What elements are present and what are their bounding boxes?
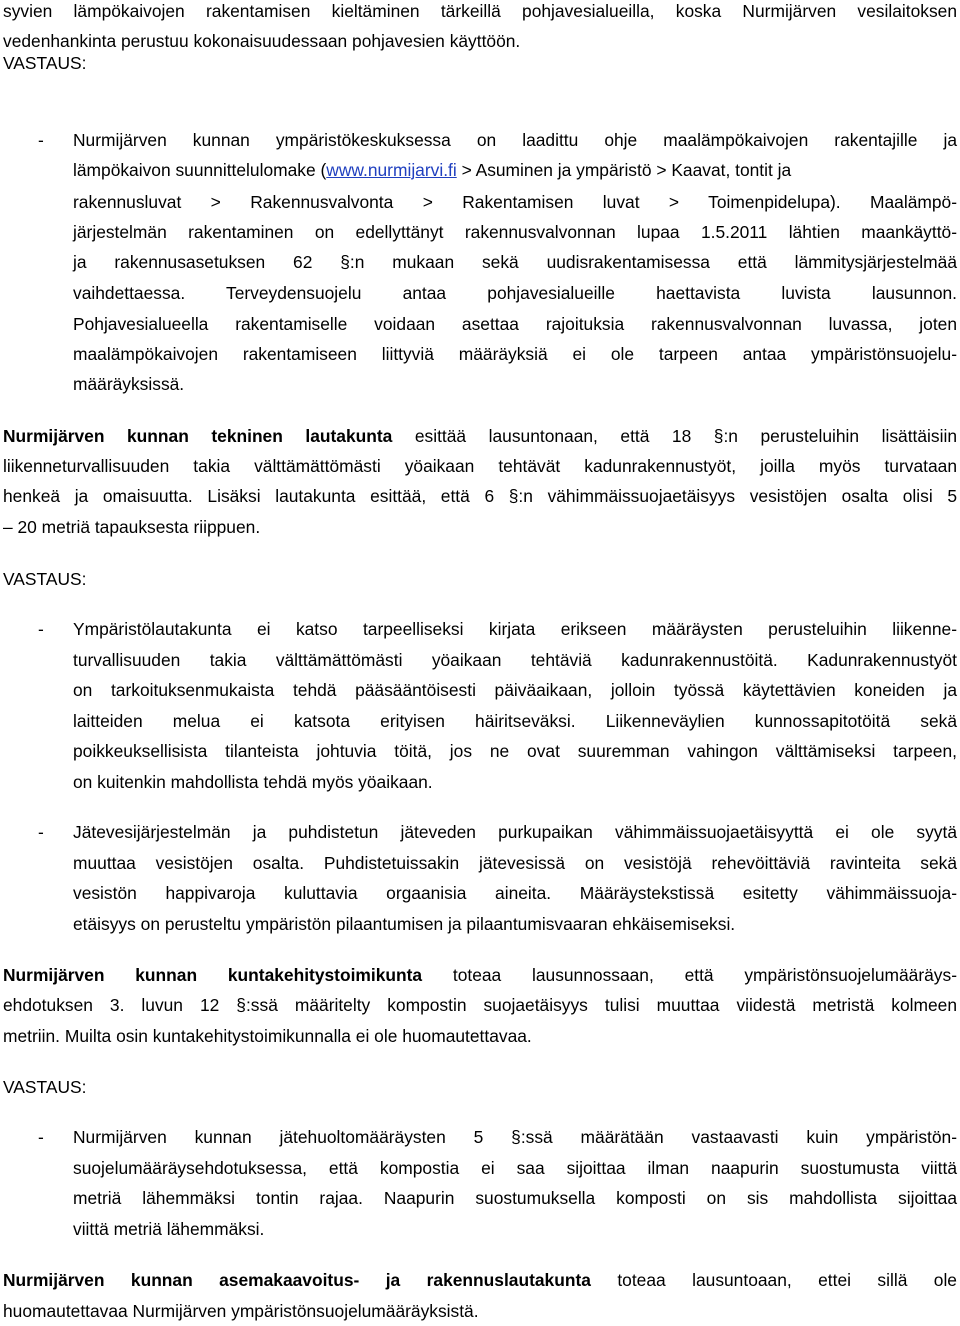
nurmijarvi-link[interactable]: www.nurmijarvi.fi	[326, 160, 457, 180]
list-line: poikkeuksellisista tilanteista johtuvia töitä, jos ne ovat suuremman vahingon välttämiseksi tarpeen,	[73, 741, 957, 761]
vastaus-label: VASTAUS:	[3, 53, 87, 73]
list-line	[73, 159, 957, 181]
list-line: turvallisuuden takia välttämättömästi yöaikaan tehtäviä kadunrakennustöitä. Kadunrakennustyöt	[73, 650, 957, 670]
text-run: esittää lausuntonaan, että 18 §:n perusteluihin lisättäisiin	[392, 426, 957, 446]
body-name: Nurmijärven kunnan tekninen lautakunta	[3, 426, 393, 446]
paragraph-line	[3, 425, 957, 447]
paragraph-line: huomautettavaa Nurmijärven ympäristönsuojelumääräyksistä.	[3, 1301, 479, 1321]
list-line: viittä metriä lähemmäksi.	[73, 1219, 265, 1239]
paragraph-line	[3, 1269, 957, 1291]
vastaus-label: VASTAUS:	[3, 569, 87, 589]
list-line: ja rakennusasetuksen 62 §:n mukaan sekä uudisrakentamisessa että lämmitysjärjestelmää	[73, 252, 957, 272]
vastaus-label: VASTAUS:	[3, 1077, 87, 1097]
list-line: määräyksissä.	[73, 374, 185, 394]
text-run: toteaa lausuntoaan, ettei sillä ole	[590, 1270, 957, 1290]
list-line: maalämpökaivojen rakentamiseen liittyviä määräyksiä ei ole tarpeen antaa ympäristönsuojelu-	[73, 344, 957, 364]
list-line: järjestelmän rakentaminen on edellyttänyt rakennusvalvonnan lupaa 1.5.2011 lähtien maankäyttö-	[73, 222, 957, 242]
list-line: rakennusluvat > Rakennusvalvonta > Rakentamisen luvat > Toimenpidelupa). Maalämpö-	[73, 192, 957, 212]
list-dash: -	[38, 619, 44, 639]
list-line: Nurmijärven kunnan jätehuoltomääräysten 5 §:ssä määrätään vastaavasti kuin ympäristön-	[73, 1127, 957, 1147]
paragraph-line: – 20 metriä tapauksesta riippuen.	[3, 517, 261, 537]
list-line: Jätevesijärjestelmän ja puhdistetun jäteveden purkupaikan vähimmäissuojaetäisyyttä ei ole syytä	[73, 822, 957, 842]
list-line: on tarkoituksenmukaista tehdä pääsääntöisesti päiväaikaan, jolloin työssä käytettävien koneiden ja	[73, 680, 957, 700]
list-dash: -	[38, 822, 44, 842]
body-name: Nurmijärven kunnan kuntakehitystoimikunta	[3, 965, 423, 985]
text-run: toteaa lausunnossaan, että ympäristönsuojelumääräys-	[422, 965, 957, 985]
list-line: Pohjavesialueella rakentamiselle voidaan asettaa rajoituksia rakennusvalvonnan luvassa, joten	[73, 314, 957, 334]
list-line: vesistön happivaroja kuluttavia orgaanisia aineita. Määräystekstissä esitetty vähimmäissuoja-	[73, 883, 957, 903]
list-line: metriä lähemmäksi tontin rajaa. Naapurin suostumuksella komposti on sis mahdollista sijoittaa	[73, 1188, 957, 1208]
paragraph-line: vedenhankinta perustuu kokonaisuudessaan pohjavesien käyttöön.	[3, 31, 521, 51]
list-line: Ympäristölautakunta ei katso tarpeelliseksi kirjata erikseen määräysten perusteluihin liikenne-	[73, 619, 957, 639]
paragraph-line: ehdotuksen 3. luvun 12 §:ssä määritelty kompostin suojaetäisyys tulisi muuttaa viidestä metristä kolmeen	[3, 995, 957, 1015]
list-line: laitteiden melua ei katsota erityisen häiritseväksi. Liikenneväylien kunnossapitotöitä sekä	[73, 711, 957, 731]
paragraph-line: syvien lämpökaivojen rakentamisen kieltäminen tärkeillä pohjavesialueilla, koska Nurmijärven vesilaitoksen	[3, 1, 957, 21]
text-run: lämpökaivon suunnittelulomake (	[73, 160, 327, 180]
paragraph-line: metriin. Muilta osin kuntakehitystoimikunnalla ei ole huomautettavaa.	[3, 1026, 532, 1046]
list-line: muuttaa vesistöjen osalta. Puhdistetuissakin jätevesissä on vesistöjä rehevöittäviä ravinteita sekä	[73, 853, 957, 873]
text-run: > Asuminen ja ympäristö > Kaavat, tontit ja	[456, 160, 792, 180]
list-line: suojelumääräysehdotuksessa, että kompostia ei saa sijoittaa ilman naapurin suostumusta viittä	[73, 1158, 957, 1178]
list-line: vaihdettaessa. Terveydensuojelu antaa pohjavesialueille haettavista luvista lausunnon.	[73, 283, 957, 303]
list-line: Nurmijärven kunnan ympäristökeskuksessa on laadittu ohje maalämpökaivojen rakentajille ja	[73, 130, 957, 150]
paragraph-line	[3, 964, 957, 986]
list-dash: -	[38, 1127, 44, 1147]
paragraph-line: liikenneturvallisuuden takia välttämättömästi yöaikaan tehtävät kadunrakennustyöt, joilla myös turvataan	[3, 456, 957, 476]
paragraph-line: henkeä ja omaisuutta. Lisäksi lautakunta esittää, että 6 §:n vähimmäissuojaetäisyys vesistöjen osalta olisi 5	[3, 486, 957, 506]
list-line: on kuitenkin mahdollista tehdä myös yöaikaan.	[73, 772, 433, 792]
list-line: etäisyys on perusteltu ympäristön pilaantumisen ja pilaantumisvaaran ehkäisemiseksi.	[73, 914, 736, 934]
body-name: Nurmijärven kunnan asemakaavoitus- ja rakennuslautakunta	[3, 1270, 591, 1290]
list-dash: -	[38, 130, 44, 150]
